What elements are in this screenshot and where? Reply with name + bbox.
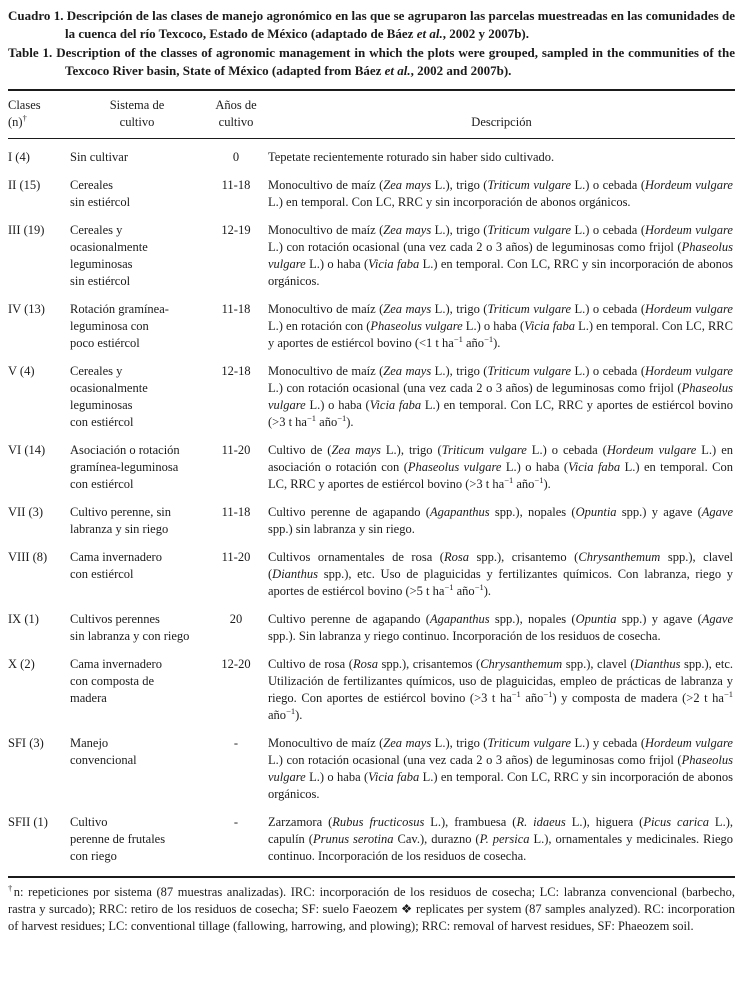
- table-row: [8, 611, 735, 645]
- cell-cultivation-system: Cereales y ocasionalmente leguminosas con estiércol: [70, 364, 148, 429]
- cell-description: Monocultivo de maíz (Zea mays L.), trigo (Triticum vulgare L.) y cebada (Hordeum vulgare L.) con rotación ocasional (una vez cada 2 o 3 años) de leguminosas como frijol (Phaseolus vulgare L.) o haba (Vicia faba L.) en temporal. Con LC, RRC y sin incorporación de abonos orgánicos.: [268, 736, 733, 801]
- table-row: [8, 301, 735, 352]
- cell-class: VIII (8): [8, 550, 48, 564]
- table-row: [8, 814, 735, 865]
- table-caption-spanish: Cuadro 1. Descripción de las clases de manejo agronómico en las que se agruparon las parcelas muestreadas en las comunidades de la cuenca del río Texcoco, Estado de México (adaptado de Báez et al., 2002 y 2007b).: [8, 8, 735, 41]
- cell-cultivation-system: Cereales sin estiércol: [70, 178, 131, 209]
- cell-class: IX (1): [8, 612, 39, 626]
- cell-class: IV (13): [8, 302, 45, 316]
- column-header-descripcion: Descripción: [471, 115, 532, 129]
- cell-years-of-cultivation: 20: [229, 612, 243, 626]
- table-row: [8, 549, 735, 600]
- cell-cultivation-system: Cereales y ocasionalmente leguminosas sin estiércol: [70, 223, 148, 288]
- cell-class: VI (14): [8, 443, 46, 457]
- cell-description: Cultivo de (Zea mays L.), trigo (Triticum vulgare L.) o cebada (Hordeum vulgare L.) en asociación o rotación con (Phaseolus vulgare L.) o haba (Vicia faba L.) en temporal. Con LC, RRC y aportes de estiércol bovino (>3 t $ha^{-1}$ año$^{-1}$).: [268, 443, 734, 491]
- table-caption-english: Table 1. Description of the classes of agronomic management in which the plots were grouped, sampled in the communities of the Texcoco River basin, State of México (adapted from Báez et al., 2002 and 2007b).: [8, 45, 735, 78]
- cell-cultivation-system: Cama invernadero con estiércol: [70, 550, 162, 581]
- cell-cultivation-system: Cultivo perenne, sin labranza y sin riego: [70, 505, 172, 536]
- cell-cultivation-system: Asociación o rotación gramínea-leguminosa con estiércol: [70, 443, 180, 491]
- table-row: [8, 222, 735, 290]
- cell-years-of-cultivation: 12-20: [221, 657, 251, 671]
- table-row: [8, 363, 735, 431]
- cell-class: SFII (1): [8, 815, 48, 829]
- table-body: [8, 139, 735, 865]
- cell-description: Monocultivo de maíz (Zea mays L.), trigo (Triticum vulgare L.) o cebada (Hordeum vulgare L.) con rotación ocasional (una vez cada 2 o 3 años) de leguminosas como frijol (Phaseolus vulgare L.) o haba (Vicia faba L.) en temporal. Con LC, RRC y sin incorporación de abonos orgánicos.: [268, 223, 733, 288]
- cell-description: Monocultivo de maíz (Zea mays L.), trigo (Triticum vulgare L.) o cebada (Hordeum vulgare L.) en rotación con (Phaseolus vulgare L.) o haba (Vicia faba L.) en temporal. Con LC, RRC y aportes de estiércol bovino (<1 t $ha^{-1}$ año$^{-1}$).: [268, 302, 733, 350]
- table-row: [8, 735, 735, 803]
- table-row: [8, 504, 735, 538]
- table-row: [8, 656, 735, 724]
- cell-cultivation-system: Cultivo perenne de frutales con riego: [70, 815, 166, 863]
- cell-class: I (4): [8, 150, 30, 164]
- cell-description: Cultivos ornamentales de rosa (Rosa spp.), crisantemo (Chrysanthemum spp.), clavel (Dianthus spp.), etc. Uso de plaguicidas y fertilizantes químicos. Con labranza, riego y aportes de estiércol bovino (>5 t $ha^{-1}$ año$^{-1}$).: [268, 550, 734, 598]
- cell-cultivation-system: Cultivos perennes sin labranza y con riego: [70, 612, 190, 643]
- table-row: [8, 442, 735, 493]
- column-header-clases: Clases (n)†: [8, 98, 41, 129]
- cell-description: Cultivo perenne de agapando (Agapanthus spp.), nopales (Opuntia spp.) y agave (Agave spp.). Sin labranza y riego continuo. Incorporación de los residuos de cosecha.: [268, 612, 734, 643]
- cell-cultivation-system: Cama invernadero con composta de madera: [70, 657, 162, 705]
- cell-years-of-cultivation: 12-18: [221, 364, 251, 378]
- cell-cultivation-system: Sin cultivar: [70, 150, 128, 164]
- cell-description: Monocultivo de maíz (Zea mays L.), trigo (Triticum vulgare L.) o cebada (Hordeum vulgare L.) en temporal. Con LC, RRC y sin incorporación de abonos orgánicos.: [268, 178, 733, 209]
- cell-class: II (15): [8, 178, 41, 192]
- cell-class: V (4): [8, 364, 35, 378]
- cell-cultivation-system: Rotación gramínea- leguminosa con poco estiércol: [70, 302, 169, 350]
- cell-years-of-cultivation: 0: [232, 150, 240, 164]
- cell-description: Monocultivo de maíz (Zea mays L.), trigo (Triticum vulgare L.) o cebada (Hordeum vulgare L.) con rotación ocasional (una vez cada 2 o 3 años) de leguminosas como frijol (Phaseolus vulgare L.) o haba (Vicia faba L.) en temporal. Con LC, RRC y aportes de estiércol bovino (>3 t $ha^{-1}$ año$^{-1}$).: [268, 364, 733, 429]
- cell-class: X (2): [8, 657, 35, 671]
- table-row: [8, 177, 735, 211]
- table-row: [8, 149, 735, 166]
- column-header-anos-de-cultivo: Años de cultivo: [215, 98, 257, 129]
- table-header-row: [8, 91, 735, 138]
- cell-years-of-cultivation: -: [233, 815, 239, 829]
- cell-class: III (19): [8, 223, 45, 237]
- cell-description: Cultivo perenne de agapando (Agapanthus spp.), nopales (Opuntia spp.) y agave (Agave spp.) sin labranza y sin riego.: [268, 505, 734, 536]
- cell-cultivation-system: Manejo convencional: [70, 736, 137, 767]
- table-footnote: †n: repeticiones por sistema (87 muestras analizadas). IRC: incorporación de los residuos de cosecha; LC: labranza convencional (barbecho, rastra y surcado); RRC: retiro de los residuos de cosecha; SF: suelo Faeozem ❖ replicates per system (87 samples analyzed). RC: incorporation of harvest residues; LC: conventional tillage (fallowing, harrowing, and plowing); RRC: removal of harvest residues, SF: Phaeozem soil.: [8, 882, 736, 933]
- cell-description: Zarzamora (Rubus fructicosus L.), frambuesa (R. idaeus L.), higuera (Picus carica L.), capulín (Prunus serotina Cav.), durazno (P. persica L.), ornamentales y medicinales. Riego continuo. Incorporación de los residuos de cosecha.: [268, 815, 733, 863]
- cell-years-of-cultivation: 11-20: [221, 550, 251, 564]
- column-header-sistema-de-cultivo: Sistema de cultivo: [109, 98, 165, 129]
- cell-years-of-cultivation: 11-18: [221, 505, 251, 519]
- cell-description: Cultivo de rosa (Rosa spp.), crisantemos (Chrysanthemum spp.), clavel (Dianthus spp.), etc. Utilización de fertilizantes químicos, uso de plaguicidas, empleo de prácticas de labranza y riego. Con aportes de estiércol bovino (>3 t $ha^{-1}$ año$^{-1}$) y composta de madera (>2 t $ha^{-1}$ año$^{-1}$).: [268, 657, 733, 722]
- cell-class: SFI (3): [8, 736, 44, 750]
- cell-class: VII (3): [8, 505, 44, 519]
- cell-years-of-cultivation: 11-18: [221, 302, 251, 316]
- table-bottom-rule: [8, 876, 735, 878]
- cell-years-of-cultivation: -: [233, 736, 239, 750]
- cell-years-of-cultivation: 11-18: [221, 178, 251, 192]
- cell-years-of-cultivation: 11-20: [221, 443, 251, 457]
- cell-years-of-cultivation: 12-19: [221, 223, 251, 237]
- cell-description: Tepetate recientemente roturado sin haber sido cultivado.: [268, 150, 555, 164]
